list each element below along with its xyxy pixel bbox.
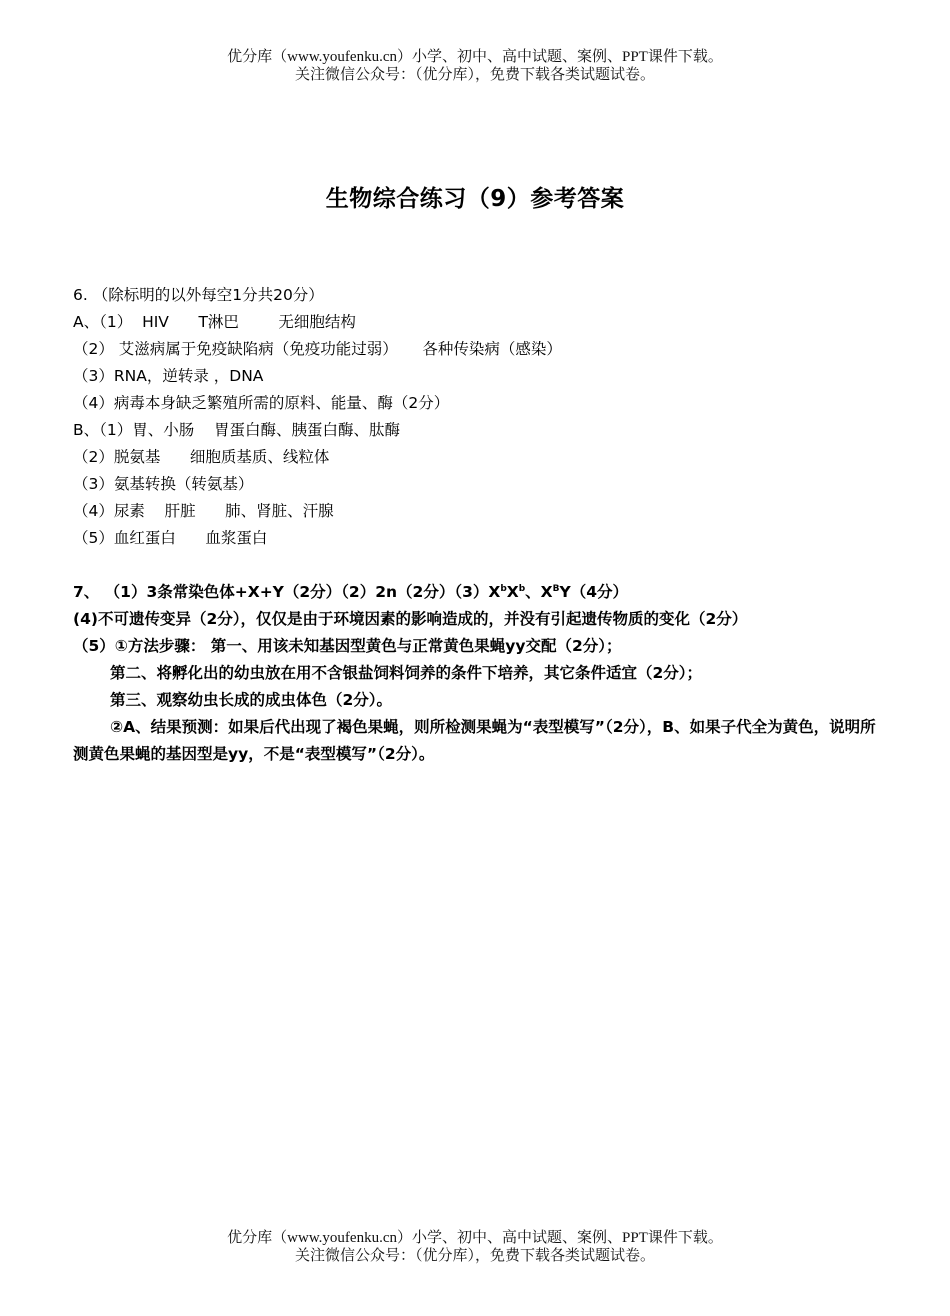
footer-line-2: 关注微信公众号：（优分库），免费下载各类试题试卷。 <box>294 1248 655 1264</box>
spacer <box>73 552 888 579</box>
q6-line: （2） 艾滋病属于免疫缺陷病（免疫功能过弱） 各种传染病（感染） <box>73 340 562 358</box>
page-header <box>0 48 950 84</box>
q7-superscript: b <box>518 584 526 594</box>
q6-line: （3）氨基转换（转氨基） <box>73 475 254 493</box>
q7-line-2: (4)不可遗传变异（2分），仅仅是由于环境因素的影响造成的，并没有引起遗传物质的变化（2分） <box>73 610 748 628</box>
q7-line-5: 第三、观察幼虫长成的成虫体色（2分）。 <box>110 691 393 709</box>
q6-line: （4）尿素 肝脏 肺、肾脏、汗腺 <box>73 502 334 520</box>
q7-superscript: B <box>552 584 560 594</box>
q6-line: （3）RNA，逆转录 ，DNA <box>73 367 264 385</box>
q7-superscript: b <box>500 584 507 594</box>
q6-line: （4）病毒本身缺乏繁殖所需的原料、能量、酶（2分） <box>73 394 450 412</box>
page-footer <box>0 1229 950 1265</box>
header-line-1: 优分库（www.youfenku.cn）小学、初中、高中试题、案例、PPT课件下载。 <box>227 49 723 65</box>
q6-line: B、（1）胃、小肠 胃蛋白酶、胰蛋白酶、肽酶 <box>73 421 400 439</box>
answer-body <box>73 282 888 768</box>
q7-text: X <box>506 583 519 601</box>
footer-line-1: 优分库（www.youfenku.cn）小学、初中、高中试题、案例、PPT课件下载。 <box>227 1230 723 1246</box>
page-title: 生物综合练习（9）参考答案 <box>325 186 625 212</box>
header-line-2: 关注微信公众号：（优分库），免费下载各类试题试卷。 <box>294 67 655 83</box>
q7-text: 、X <box>525 583 553 601</box>
q7-text: Y（4分） <box>559 583 629 601</box>
q7-line-6: ②A、结果预测：如果后代出现了褐色果蝇，则所检测果蝇为“表型模写”（2分），B、如果子代全为黄色，说明所测黄色果蝇的基因型是yy，不是“表型模写”（2分）。 <box>73 718 876 763</box>
q7-line-1 <box>73 579 888 606</box>
q6-line: A、（1） HIV T淋巴 无细胞结构 <box>73 313 356 331</box>
q7-line-3: （5）①方法步骤： 第一、用该未知基因型黄色与正常黄色果蝇yy交配（2分）； <box>73 637 622 655</box>
q7-text: 7、 （1）3条常染色体+X+Y（2分）（2）2n（2分）（3）X <box>73 583 501 601</box>
q7-line-4: 第二、将孵化出的幼虫放在用不含银盐饲料饲养的条件下培养，其它条件适宜（2分）； <box>110 664 703 682</box>
q6-intro: 6. （除标明的以外每空1分共20分） <box>73 286 324 304</box>
q6-line: （2）脱氨基 细胞质基质、线粒体 <box>73 448 330 466</box>
q6-line: （5）血红蛋白 血浆蛋白 <box>73 529 268 547</box>
